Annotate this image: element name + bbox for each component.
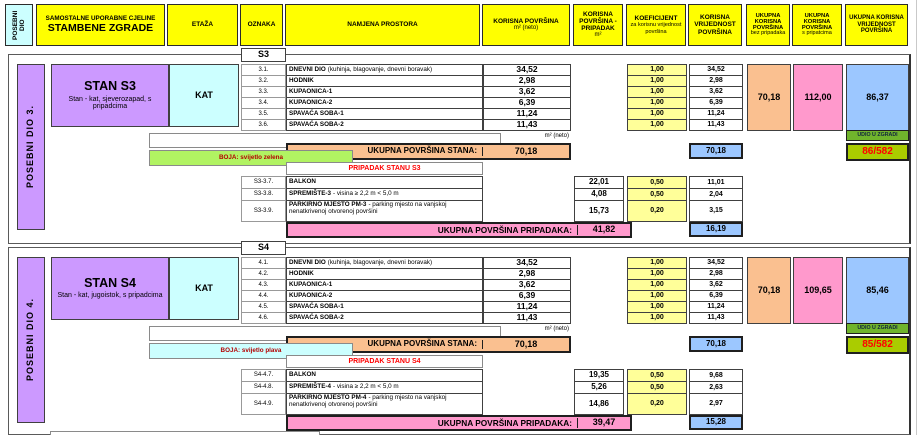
row-area-cell: 11,24 xyxy=(483,301,571,313)
header-oznaka: OZNAKA xyxy=(240,4,283,46)
partial-bottom-cell xyxy=(50,431,320,435)
row-value-cell: 11,43 xyxy=(689,312,743,324)
pripadak-value-cell: 11,01 xyxy=(689,176,743,189)
pripadak-area-cell: 22,01 xyxy=(574,176,624,189)
row-koef-cell: 1,00 xyxy=(627,64,687,76)
pripadak-koef-cell: 0,50 xyxy=(627,381,687,394)
pripadak-name: PARKIRNO MJESTO PM-3 xyxy=(289,201,367,208)
header-namjena: NAMJENA PROSTORA xyxy=(285,4,480,46)
header-koeficijent xyxy=(626,4,686,46)
row-num-cell: 3.3. xyxy=(241,86,286,98)
posebni-dio-label xyxy=(17,257,45,423)
row-desc: (kuhinja, blagovanje, dnevni boravak) xyxy=(327,65,433,73)
pripadak-value-cell: 2,97 xyxy=(689,393,743,415)
row-num-cell: 3.6. xyxy=(241,119,286,131)
udio-u-zgradi-label: UDIO U ZGRADI xyxy=(846,130,909,141)
header-ukupna-bez xyxy=(746,4,790,46)
header-koeficijent-line1: KOEFICIJENT xyxy=(634,15,678,23)
pripadak-num-cell: S3-3.9. xyxy=(241,200,286,222)
boja-cell: BOJA: svijetlo zelena xyxy=(149,150,353,166)
ukupna-pripadaka-label: UKUPNA POVRŠINA PRIPADAKA: xyxy=(437,417,572,428)
row-num-cell: 3.5. xyxy=(241,108,286,120)
row-num-cell: 4.2. xyxy=(241,268,286,280)
row-name: HODNIK xyxy=(289,76,314,84)
row-area-cell: 3,62 xyxy=(483,86,571,98)
ukupna-pripadaka-row xyxy=(286,415,632,431)
pripadak-desc: - visina ≥ 2,2 m < 5,0 m xyxy=(333,383,399,391)
row-value-cell: 2,98 xyxy=(689,268,743,280)
row-koef-cell: 1,00 xyxy=(627,86,687,98)
ukupna-pripadaka-value: 41,82 xyxy=(577,225,630,235)
pripadak-vrijednost-total-cell: 16,19 xyxy=(689,222,743,237)
pripadak-title: PRIPADAK STANU S3 xyxy=(286,162,483,175)
stan-cell xyxy=(51,64,169,127)
pripadak-name-cell xyxy=(286,200,483,222)
header-korisna-povrsina-line1: KORISNA POVRŠINA xyxy=(493,18,559,26)
pripadak-desc: - parking mjesto na vanjskoj nenatkrivenoj otvorenoj površini xyxy=(289,201,447,215)
row-name: SPAVAĆA SOBA-1 xyxy=(289,109,344,117)
total-bez-pripadaka-cell: 70,18 xyxy=(747,257,791,324)
row-num-cell: 4.3. xyxy=(241,279,286,291)
row-koef-cell: 1,00 xyxy=(627,290,687,302)
pripadak-area-cell: 5,26 xyxy=(574,381,624,394)
header-ukupna-bez-line1: UKUPNA KORISNA POVRŠINA xyxy=(752,12,784,32)
row-value-cell: 11,43 xyxy=(689,119,743,131)
pripadak-num-cell: S3-3.7. xyxy=(241,176,286,189)
row-name-cell xyxy=(286,312,483,324)
row-name: SPAVAĆA SOBA-2 xyxy=(289,313,344,321)
row-num-cell: 4.4. xyxy=(241,290,286,302)
header-cjeline-main: STAMBENE ZGRADE xyxy=(47,21,154,34)
row-name-cell xyxy=(286,119,483,131)
row-value-cell: 6,39 xyxy=(689,290,743,302)
row-name: HODNIK xyxy=(289,269,314,277)
row-num-cell: 4.5. xyxy=(241,301,286,313)
row-num-cell: 3.4. xyxy=(241,97,286,109)
pripadak-name: PARKIRNO MJESTO PM-4 xyxy=(289,394,367,401)
header-posebni-dio xyxy=(5,4,33,46)
ukupna-povrsina-stana-value: 70,18 xyxy=(482,340,569,350)
pripadak-num-cell: S4-4.9. xyxy=(241,393,286,415)
row-koef-cell: 1,00 xyxy=(627,108,687,120)
pripadak-koef-cell: 0,20 xyxy=(627,393,687,415)
row-area-cell: 34,52 xyxy=(483,257,571,269)
row-area-cell: 11,43 xyxy=(483,119,571,131)
header-cjeline xyxy=(36,4,165,46)
total-vrijednost-cell: 85,46 xyxy=(846,257,909,324)
ukupna-povrsina-stana-label: UKUPNA POVRŠINA STANA: xyxy=(367,146,477,156)
row-area-cell: 11,24 xyxy=(483,108,571,120)
row-name: SPAVAĆA SOBA-2 xyxy=(289,120,344,128)
row-koef-cell: 1,00 xyxy=(627,119,687,131)
unit-label: m² (neto) xyxy=(544,132,569,139)
ukupna-pripadaka-label: UKUPNA POVRŠINA PRIPADAKA: xyxy=(437,224,572,235)
row-num-cell: 4.6. xyxy=(241,312,286,324)
row-area-cell: 11,43 xyxy=(483,312,571,324)
row-num-cell: 4.1. xyxy=(241,257,286,269)
posebni-dio-label-text: POSEBNI DIO 4. xyxy=(25,298,36,382)
posebni-dio-label-text: POSEBNI DIO 3. xyxy=(25,105,36,189)
header-korisna-povrsina-unit: m² (neto) xyxy=(513,25,539,32)
total-s-pripatcima-cell: 112,00 xyxy=(793,64,843,131)
pripadak-desc: - parking mjesto na vanjskoj nenatkrivenoj otvorenoj površini xyxy=(289,394,447,408)
row-value-cell: 11,24 xyxy=(689,108,743,120)
total-s-pripatcima-cell: 109,65 xyxy=(793,257,843,324)
row-num-cell: 3.1. xyxy=(241,64,286,76)
header-ukupna-bez-line2: bez pripadaka xyxy=(750,30,786,37)
row-name: KUPAONICA-1 xyxy=(289,280,333,288)
row-koef-cell: 1,00 xyxy=(627,75,687,87)
header-ukupna-s-line1: UKUPNA KORISNA POVRŠINA xyxy=(801,12,833,32)
header-pripadak-unit: m² xyxy=(594,32,602,39)
pripadak-name: BALKON xyxy=(289,371,316,379)
ukupna-pripadaka-value: 39,47 xyxy=(577,418,630,428)
header-ukupna-vrijednost: UKUPNA KORISNA VRIJEDNOST POVRŠINA xyxy=(845,4,908,46)
pripadak-num-cell: S3-3.8. xyxy=(241,188,286,201)
row-value-cell: 3,62 xyxy=(689,279,743,291)
korisna-vrijednost-stana-cell: 70,18 xyxy=(689,143,743,159)
row-koef-cell: 1,00 xyxy=(627,97,687,109)
pripadak-area-cell: 15,73 xyxy=(574,200,624,222)
row-area-cell: 2,98 xyxy=(483,75,571,87)
pripadak-desc: - visina ≥ 2,2 m < 5,0 m xyxy=(333,190,399,198)
pripadak-value-cell: 9,68 xyxy=(689,369,743,382)
row-koef-cell: 1,00 xyxy=(627,257,687,269)
pripadak-name: BALKON xyxy=(289,178,316,186)
stan-cell xyxy=(51,257,169,320)
row-koef-cell: 1,00 xyxy=(627,312,687,324)
total-vrijednost-cell: 86,37 xyxy=(846,64,909,131)
stan-tag: S3 xyxy=(241,48,286,62)
udio-value: 86/582 xyxy=(846,143,909,161)
row-value-cell: 2,98 xyxy=(689,75,743,87)
header-korisna-povrsina xyxy=(482,4,570,46)
pripadak-area-cell: 19,35 xyxy=(574,369,624,382)
row-name: DNEVNI DIO xyxy=(289,65,326,73)
pripadak-area-cell: 4,08 xyxy=(574,188,624,201)
etaza-cell: KAT xyxy=(169,64,239,127)
unit-label: m² (neto) xyxy=(544,325,569,332)
stan-name: STAN S3 xyxy=(84,79,136,94)
pripadak-koef-cell: 0,50 xyxy=(627,369,687,382)
stan-name: STAN S4 xyxy=(84,275,136,290)
row-value-cell: 34,52 xyxy=(689,257,743,269)
row-area-cell: 6,39 xyxy=(483,97,571,109)
header-ukupna-s-line2: s pripatcima xyxy=(802,30,832,37)
row-area-cell: 3,62 xyxy=(483,279,571,291)
pripadak-koef-cell: 0,20 xyxy=(627,200,687,222)
row-name: KUPAONICA-2 xyxy=(289,98,333,106)
pripadak-title: PRIPADAK STANU S4 xyxy=(286,355,483,368)
pripadak-name-cell xyxy=(286,393,483,415)
header-ukupna-s xyxy=(792,4,842,46)
ukupna-pripadaka-row xyxy=(286,222,632,238)
row-area-cell: 6,39 xyxy=(483,290,571,302)
row-name: KUPAONICA-2 xyxy=(289,291,333,299)
header-etaza: ETAŽA xyxy=(167,4,238,46)
header-pripadak-line1: KORISNA POVRŠINA - PRIPADAK xyxy=(579,11,617,33)
pripadak-num-cell: S4-4.8. xyxy=(241,381,286,394)
udio-u-zgradi-label: UDIO U ZGRADI xyxy=(846,323,909,334)
ukupna-povrsina-stana-label: UKUPNA POVRŠINA STANA: xyxy=(367,339,477,349)
header-koeficijent-line2: za korisnu vrijednost površina xyxy=(630,22,682,35)
pripadak-koef-cell: 0,50 xyxy=(627,188,687,201)
page-edge-line xyxy=(916,0,917,435)
row-koef-cell: 1,00 xyxy=(627,268,687,280)
korisna-vrijednost-stana-cell: 70,18 xyxy=(689,336,743,352)
pripadak-name: SPREMIŠTE-4 xyxy=(289,383,331,391)
pripadak-vrijednost-total-cell: 15,28 xyxy=(689,415,743,430)
section-posebni-dio-4 xyxy=(8,242,911,435)
stan-tag: S4 xyxy=(241,241,286,255)
header-cjeline-top: SAMOSTALNE UPORABNE CJELINE xyxy=(45,14,156,22)
row-value-cell: 6,39 xyxy=(689,97,743,109)
pripadak-value-cell: 2,04 xyxy=(689,188,743,201)
header-posebni-dio-label: POSEBNI DIO xyxy=(11,10,26,40)
pripadak-value-cell: 2,63 xyxy=(689,381,743,394)
pripadak-koef-cell: 0,50 xyxy=(627,176,687,189)
etaza-cell: KAT xyxy=(169,257,239,320)
section-posebni-dio-3 xyxy=(8,49,911,244)
row-name: SPAVAĆA SOBA-1 xyxy=(289,302,344,310)
row-area-cell: 2,98 xyxy=(483,268,571,280)
row-desc: (kuhinja, blagovanje, dnevni boravak) xyxy=(327,258,433,266)
pripadak-name: SPREMIŠTE-3 xyxy=(289,190,331,198)
header-korisna-vrijednost: KORISNA VRIJEDNOST POVRŠINA xyxy=(688,4,742,46)
pripadak-num-cell: S4-4.7. xyxy=(241,369,286,382)
total-bez-pripadaka-cell: 70,18 xyxy=(747,64,791,131)
row-value-cell: 34,52 xyxy=(689,64,743,76)
row-koef-cell: 1,00 xyxy=(627,301,687,313)
boja-cell: BOJA: svijetlo plava xyxy=(149,343,353,359)
udio-value: 85/582 xyxy=(846,336,909,354)
pripadak-area-cell: 14,86 xyxy=(574,393,624,415)
ukupna-povrsina-stana-value: 70,18 xyxy=(482,147,569,157)
header-pripadak xyxy=(573,4,623,46)
row-name: KUPAONICA-1 xyxy=(289,87,333,95)
stan-desc: Stan - kat, jugoistok, s pripadcima xyxy=(57,292,163,300)
posebni-dio-label xyxy=(17,64,45,230)
stan-desc: Stan - kat, sjeverozapad, s pripadcima xyxy=(68,95,152,111)
row-koef-cell: 1,00 xyxy=(627,279,687,291)
row-area-cell: 34,52 xyxy=(483,64,571,76)
pripadak-value-cell: 3,15 xyxy=(689,200,743,222)
row-num-cell: 3.2. xyxy=(241,75,286,87)
row-value-cell: 11,24 xyxy=(689,301,743,313)
row-name: DNEVNI DIO xyxy=(289,258,326,266)
row-value-cell: 3,62 xyxy=(689,86,743,98)
